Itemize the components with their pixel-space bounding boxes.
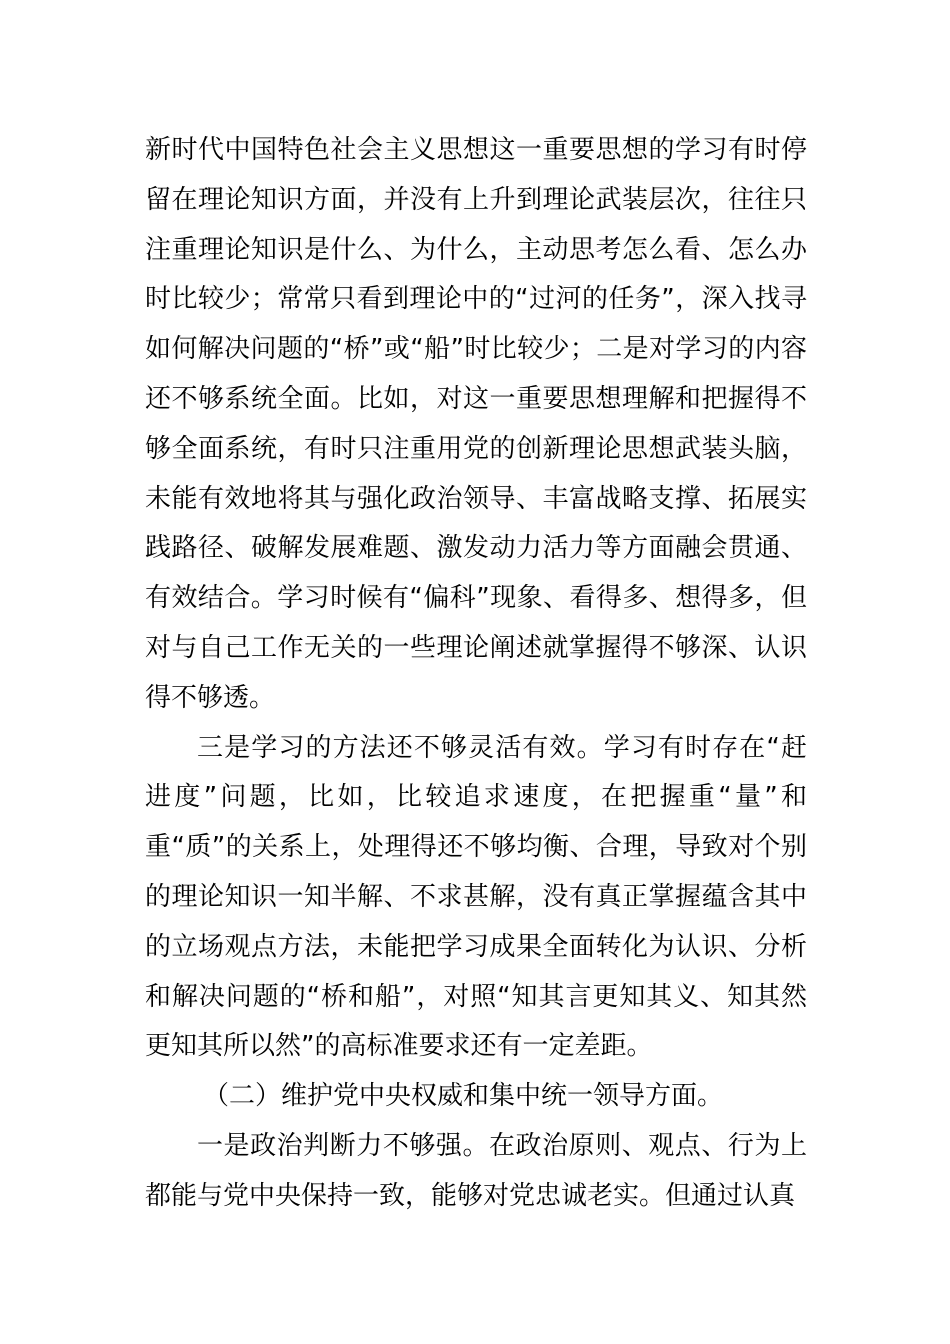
- paragraph-political-judgment: 一是政治判断力不够强。在政治原则、观点、行为上都能与党中央保持一致，能够对党忠诚老实。但通过认真: [145, 1130, 807, 1211]
- document-page: [145, 126, 807, 1222]
- section-heading: （二）维护党中央权威和集中统一领导方面。: [203, 1081, 724, 1112]
- paragraph-continuation: 新时代中国特色社会主义思想这一重要思想的学习有时停留在理论知识方面，并没有上升到理论武装层次，往往只注重理论知识是什么、为什么，主动思考怎么看、怎么办时比较少；常常只看到理论中的“过河的任务”，深入找寻如何解决问题的“桥”或“船”时比较少；二是对学习的内容还不够系统全面。比如，对这一重要思想理解和把握得不够全面系统，有时只注重用党的创新理论思想武装头脑，未能有效地将其与强化政治领导、丰富战略支撑、拓展实践路径、破解发展难题、激发动力活力等方面融会贯通、有效结合。学习时候有“偏科”现象、看得多、想得多，但对与自己工作无关的一些理论阐述就掌握得不够深、认识得不够透。: [145, 135, 807, 713]
- paragraph-study-method: 三是学习的方法还不够灵活有效。学习有时存在“赶进度”问题，比如，比较追求速度，在把握重“量”和重“质”的关系上，处理得还不够均衡、合理，导致对个别的理论知识一知半解、不求甚解，没有真正掌握蕴含其中的立场观点方法，未能把学习成果全面转化为认识、分析和解决问题的“桥和船”，对照“知其言更知其义、知其然更知其所以然”的高标准要求还有一定差距。: [145, 732, 807, 1062]
